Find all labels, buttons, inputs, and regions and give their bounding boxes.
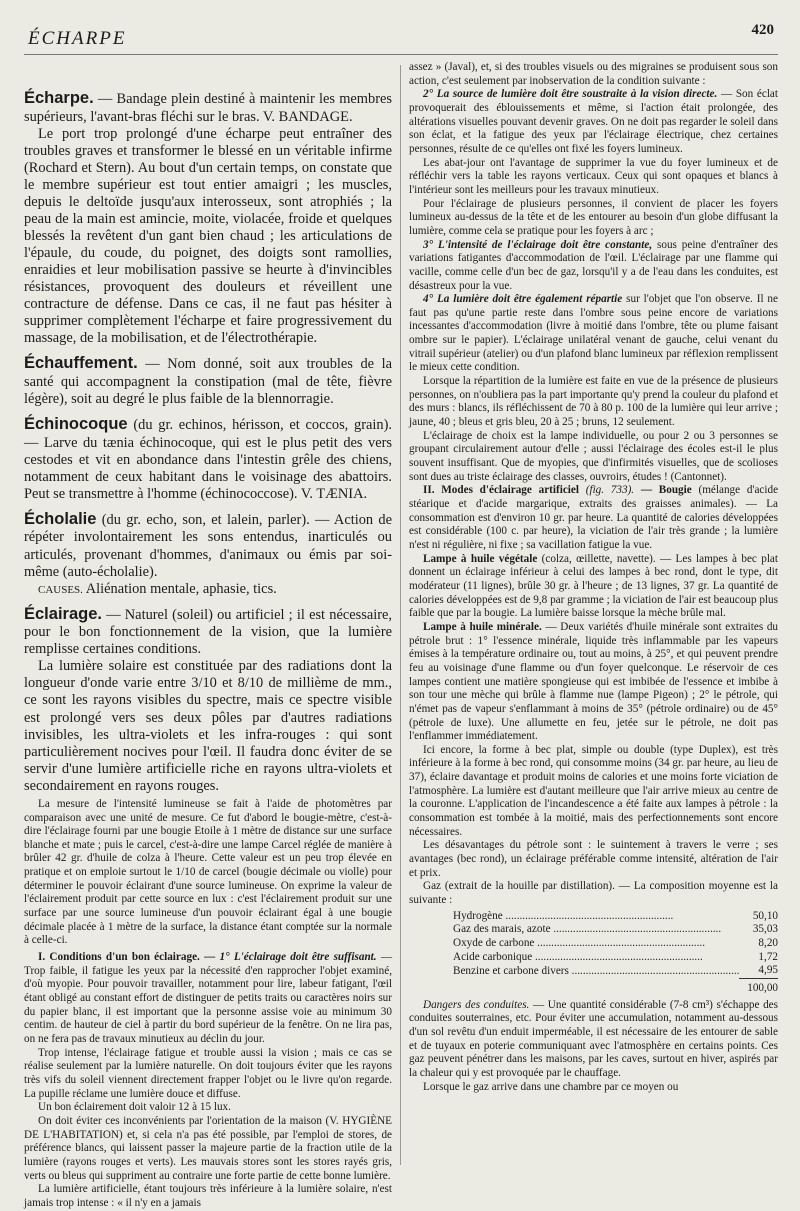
lamp-text: — Deux variétés d'huile minérale sont extraites du pétrole brut : 1° l'essence minérale, liquide très inflammable par les vapeurs émises à la température ordinaire ou, tout au moins, à 25°, et qui peuvent prendre feu au voisinage d'une flamme ou d'un foyer quelconque. Le réservoir de ces lampes contient une matière spongieuse qui est imbibée de l'essence et imbibe à son tour une mèche qui brûle à flamme nue (lampe Pigeon) ; 2° le pétrole, qui n'émet pas de vapeur s'enflammant à moins de 35° (pétrole ordinaire) ou de 45° (pétrole de luxe). Une allumette en feu, jetée sur le pétrole, ne doit pas l'enflammer immédiatement.	[409, 620, 779, 743]
entry-headword: Écharpe.	[24, 89, 94, 107]
bougie-label: — Bougie	[640, 484, 692, 497]
entry-headword: Échauffement.	[24, 354, 138, 373]
section-paragraph	[409, 484, 778, 552]
running-head: ÉCHARPE	[28, 28, 127, 49]
continued-paragraph: assez » (Javal), et, si des troubles visuels ou des migraines se produisent sous son action, c'est seulement par inobservation de la condition suivante :	[409, 61, 778, 87]
causes-text: Aliénation mentale, aphasie, tics.	[85, 580, 277, 597]
gas-total-value: 100,00	[739, 978, 778, 995]
entry-definition: — Naturel (soleil) ou artificiel ; il est nécessaire, pour le bon fonctionnement de la vision, que la lumière remplisse certaines conditions.	[24, 606, 392, 658]
entry-echinocoque	[24, 415, 392, 503]
section-text: — Son éclat provoquerait des éblouissements et même, si l'action était prolongée, des altérations visuelles pouvant devenir graves. On ne doit pas regarder le soleil dans son éclat, et la fatigue des yeux par l'éclairage électrique, chez certaines personnes, résulte de ce qu'elles ont fixé les foyers lumineux.	[409, 88, 779, 155]
section-paragraph	[409, 293, 778, 375]
gas-value: 4,95	[758, 964, 778, 977]
entry-paragraph: Ici encore, la forme à bec plat, simple ou double (type Duplex), est très inférieure à la forme à bec rond, qui consomme moins (34 gr. par heure, au lieu de 37), éclaire davantage et produit moins de calories et une moins forte viciation de l'atmosphère. La lumière est d'autant meilleure que l'air arrive mieux au centre de la couronne. L'application de l'incandescence a été faite aux lampes à pétrole : la consommation est tombée à la moitié, mais des perfectionnements sont encore nécessaires.	[409, 743, 778, 838]
dangers-text: — Une quantité considérable (7-8 cm³) s'échappe des conduites souterraines, etc. Pour éviter une accumulation, notamment au-dessous d'un sol revêtu d'un enduit imperméable, il est nécessaire de les entourer de sable et de tuyaux en poterie communiquant avec l'atmosphère en certains points. Ces gaz peuvent pénétrer dans les maisons, par les caves, surtout en hiver, aspirés par la chaleur qui y est provoquée par le chauffage.	[409, 998, 779, 1079]
entry-paragraph: Trop intense, l'éclairage fatigue et trouble aussi la vision ; mais ce cas se réalise seulement par la lumière naturelle. On doit toujours éviter que les rayons très vifs du soleil viennent directement frapper l'objet ou le livre qu'on regarde. La pupille réclame une lumière douce et diffuse.	[24, 1046, 392, 1100]
entry-paragraph: Lorsque la répartition de la lumière est faite en vue de la présence de plusieurs personnes, on n'oubliera pas la part importante qu'y prend la couleur du plafond et des murs : blancs, ils réfléchissent de 70 à 80 p. 100 de la lumière qui leur arrive ; jaune, 40 ; bleus et gris bleu, 20 à 25 ; bruns, 12 seulement.	[409, 375, 778, 429]
entry-paragraph: L'éclairage de choix est la lampe individuelle, ou pour 2 ou 3 personnes se groupant circulairement autour d'elle ; aussi l'éclairage des écoles est-il le plus souvent insuffisant. Que de myopies, que d'infirmités visuelles, que de scolioses sont dues au triste éclairage des classes, ouvroirs, études ! (Cantonnet).	[409, 429, 778, 483]
entry-echolalie	[24, 510, 392, 598]
gas-name: Hydrogène ............................................................	[453, 909, 674, 922]
entry-paragraph: On doit éviter ces inconvénients par l'orientation de la maison (V. HYGIÈNE DE L'HABITATION) et, si cela n'a pas été possible, par l'emploi de stores, de préférence blancs, qui laissent passer la majeure partie de la fraction utile de la lumière (rayons rouges et verts). Les mauvais stores sont les stores rayés gris, verts ou bleus qui suppriment au contraire une forte partie de cette bonne lumière.	[24, 1114, 392, 1182]
subsection-heading: 4° La lumière doit être également répartie	[423, 293, 623, 306]
entry-definition: — Nom donné, soit aux troubles de la santé qui accompagnent la constipation (mal de tête, fièvre légère), soit au degré le plus faible de la blennorragie.	[24, 356, 392, 408]
gas-value: 1,72	[758, 950, 778, 963]
entry-paragraph: La lumière artificielle, étant toujours très inférieure à la lumière solaire, n'est jamais trop intense : « il n'y en a jamais	[24, 1183, 392, 1209]
left-column	[24, 61, 393, 1209]
entry-paragraph	[24, 581, 392, 598]
gas-intro: Gaz (extrait de la houille par distillation). — La composition moyenne est la suivante :	[409, 880, 778, 907]
lamp-label: Lampe à huile végétale	[423, 552, 538, 565]
entry-paragraph: Les désavantages du pétrole sont : le suintement à travers le verre ; ses avantages (bec rond), un éclairage préférable comme intensité, altération de l'air et prix.	[409, 839, 778, 879]
gas-name: Oxyde de carbone ............................................................	[453, 937, 705, 949]
section-paragraph	[409, 88, 778, 156]
entry-paragraph	[409, 999, 778, 1081]
entry-paragraph: La lumière solaire est constituée par des radiations dont la longueur d'onde varie entre 3/10 et 8/10 de millième de mm., ce sont les rayons visibles du spectre, mais ce spectre visible est prolongé vers ses deux pôles par d'autres radiations invisibles, les ultra-violets et les infra-rouges : qui sont particulièrement nocives pour l'œil. Il faudra donc éviter de se servir d'une lumière artificielle riche en rayons ultra-violets et secondairement en rayons rouges.	[24, 658, 392, 794]
section-heading: I. Conditions d'un bon éclairage.	[38, 951, 200, 964]
entry-paragraph	[24, 89, 392, 126]
subsection-heading: 3° L'intensité de l'éclairage doit être constante,	[423, 238, 653, 251]
entry-paragraph	[24, 415, 392, 503]
entry-headword: Échinocoque	[24, 415, 128, 434]
entry-echarpe	[24, 89, 392, 347]
section-paragraph	[409, 239, 778, 294]
section-text: — Trop faible, il fatigue les yeux par la nécessité d'en rapprocher l'objet examiné, d'où myopie. Pour pouvoir travailler, notamment pour lire, labeur fatigant, l'œil étant obligé au constant effort de distinguer de petits traits ou caractères noirs sur du papier blanc, il est important que la personne assise voie au minimum 30 centim. de hauteur de ciel à partir du bord supérieur de la fenêtre. On ne lira pas, on ne fera pas de travaux minutieux au déclin du jour.	[24, 951, 393, 1046]
lamp-text: (colza, œillette, navette). — Les lampes à bec plat donnent un éclairage inférieur à celui des lampes à bec rond, dont le type, dit modérateur (11 lignes), brûle 30 gr. à l'heure ; de 13 lignes, 37 gr. La quantité de calories développées est de 9,8 par gramme ; la viciation de l'air est beaucoup plus faible que par la bougie. La lumière baisse lorsque la mèche brûle mal.	[409, 552, 778, 620]
section-text: (mélange d'acide stéarique et d'acide margarique, extraits des graisses animales). — La consommation est d'environ 10 gr. par heure. La quantité de calories développées est considérable (100 c. par heure), la viciation de l'air très grande ; la lumière n'est ni régulière, ni fixe ; sa vacillation fatigue la vue.	[409, 484, 779, 551]
section-text: sous peine d'entraîner des variations fatigantes d'accommodation de l'œil. L'éclairage par une flamme qui vacille, comme celle d'un bec de gaz, lorsqu'il y a de l'eau dans les conduites, est désastreux pour la vue.	[409, 238, 778, 292]
right-column	[409, 61, 778, 1171]
lamp-label: Lampe à huile minérale.	[423, 620, 542, 633]
figure-reference: (fig. 733).	[585, 484, 635, 497]
gas-table-row	[453, 910, 778, 924]
gas-table-row	[453, 951, 778, 965]
subsection-heading: 2° La source de lumière doit être soustraite à la vision directe.	[423, 88, 718, 101]
section-text: sur l'objet que l'on observe. Il ne faut pas qu'une partie reste dans l'ombre sous peine encore de variations incessantes d'accommodation (livre à moitié dans l'ombre, tête ou plume faisant ombre sur le papier). L'éclairage unilatéral venant de gauche, celui venant du vitrail supérieur (atelier) ou d'un plafond blanc lumineux par réflexion remplissent le mieux cette condition.	[409, 293, 778, 374]
gas-name: Gaz des marais, azote ............................................................	[453, 923, 722, 936]
dangers-label: Dangers des conduites.	[423, 998, 530, 1011]
section-heading: II. Modes d'éclairage artificiel	[423, 484, 579, 497]
section-paragraph	[24, 951, 392, 1047]
gas-name: Benzine et carbone divers ............................................................	[453, 964, 740, 977]
entry-paragraph: Pour l'éclairage de plusieurs personnes, il convient de placer les foyers lumineux au-dessus de la tête et de les entourer au besoin d'un globe diffusant la lumière, comme cela se pratique pour les foyers à arc ;	[409, 197, 778, 237]
entry-paragraph: Les abat-jour ont l'avantage de supprimer la vue du foyer lumineux et de réfléchir vers la table les rayons verticaux. Ceux qui sont opaques et blancs à l'intérieur sont les meilleurs pour les travaux minutieux.	[409, 156, 778, 196]
entry-paragraph	[409, 553, 778, 621]
entry-definition: (du gr. echo, son, et lalein, parler). — Action de répéter involontairement les sons entendus, inarticulés ou articulés, provenant d'hommes, d'animaux ou émis par soi-même (auto-écholalie).	[24, 511, 392, 580]
entry-definition: — Bandage plein destiné à maintenir les membres supérieurs, l'avant-bras fléchi sur le bras. V. BANDAGE.	[24, 91, 392, 125]
entry-paragraph: Lorsque le gaz arrive dans une chambre par ce moyen ou	[423, 1080, 679, 1093]
gas-table-row	[453, 964, 778, 978]
entry-eclairage	[24, 605, 392, 1211]
entry-paragraph: Un bon éclairement doit valoir 12 à 15 lux.	[38, 1101, 231, 1114]
entry-paragraph	[24, 510, 392, 581]
entry-paragraph	[24, 354, 392, 408]
subsection-heading: — 1° L'éclairage doit être suffisant.	[204, 951, 377, 964]
gas-name: Acide carbonique ............................................................	[453, 950, 703, 963]
entry-headword: Écholalie	[24, 509, 97, 528]
gas-total-row	[453, 978, 778, 995]
entry-paragraph: La mesure de l'intensité lumineuse se fait à l'aide de photomètres par comparaison avec une unité de mesure. Ce fut d'abord le bougie-mètre, c'est-à-dire l'éclairage fourni par une bougie Etoile à 1 mètre de distance sur une surface blanche et mate ; puis le carcel, c'est-à-dire une lampe Carcel réglée de manière à brûler 42 gr. d'huile de colza à l'heure. Cette valeur est un peu trop élevée en pratique et on emploie surtout le 1/10 de carcel (bougie décimale ou violle) pour déterminer le pouvoir éclairant d'une source lumineuse. On exprime la valeur de l'éclairement produit par cette source en lux : c'est l'éclairement produit sur une surface par une source lumineuse d'un pouvoir éclairant égal à une bougie décimale placée à 1 mètre de la surface, la distance étant comptée sur la normale à celle-ci.	[24, 797, 392, 947]
entry-paragraph	[24, 605, 392, 659]
gas-value: 35,03	[752, 923, 778, 936]
causes-label: CAUSES.	[38, 583, 83, 596]
two-column-body	[24, 61, 779, 1209]
entry-headword: Éclairage.	[24, 604, 102, 623]
entry-echauffement	[24, 354, 392, 408]
column-divider	[400, 65, 401, 1165]
gas-value: 50,10	[752, 909, 778, 922]
entry-definition: (du gr. echinos, hérisson, et coccos, grain). — Larve du tænia échinocoque, qui est le plus petit des vers cestodes et vit en abondance dans l'intestin grêle des chiens, notamment de ceux habitant dans le voisinage des abattoirs. Peut se transmettre à l'homme (échinococcose). V. TÆNIA.	[24, 417, 392, 502]
gas-value: 8,20	[758, 937, 778, 949]
gas-table-row	[453, 923, 778, 937]
entry-paragraph: Le port trop prolongé d'une écharpe peut entraîner des troubles graves et transformer le blessé en un véritable infirme (Rochard et Stern). Au bout d'un certain temps, on constate que le membre supérieur est tout entier amaigri ; les muscles, depuis le deltoïde jusqu'aux interosseux, sont atrophiés ; la peau de la main est amincie, moite, violacée, froide et quelques blessés la revêtent d'un gant bien chaud ; les articulations de l'épaule, du coude, du poignet, des doigts sont ramollies, enraidies et leur mobilisation passive se heurte à d'invincibles résistances, provoquent des douleurs et réveillent une contracture de défense. Dans ce cas, il ne faut pas hésiter à supprimer complètement l'écharpe et faire progressivement du massage, de la mobilisation, et de l'électrothérapie.	[24, 125, 392, 347]
entry-paragraph	[409, 621, 778, 744]
page-number: 420	[751, 22, 774, 38]
gas-composition-table	[453, 910, 778, 996]
gas-table-row	[453, 937, 778, 951]
page-header	[24, 20, 778, 55]
